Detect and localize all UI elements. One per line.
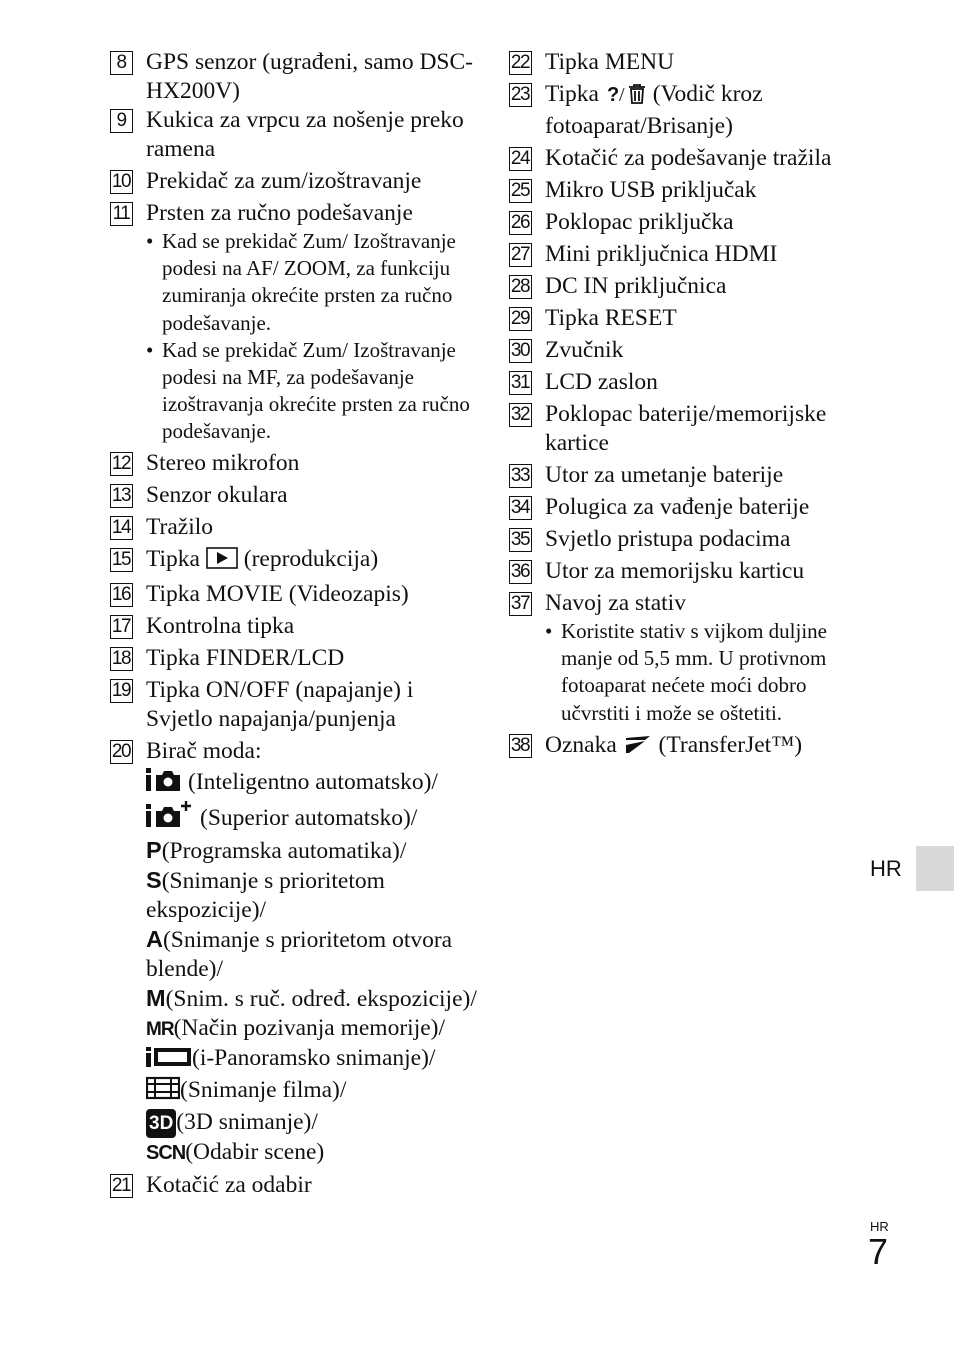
list-item: [509, 493, 879, 522]
item-number: 22: [509, 51, 532, 75]
item-number: 23: [509, 83, 532, 107]
panorama-icon: [146, 1044, 192, 1076]
item-number: 30: [509, 339, 532, 363]
note-text: Koristite stativ s vijkom duljine manje od 5,5 mm. U protivnom fotoaparat nećete moći dobro učvrstiti i može se oštetiti.: [561, 619, 827, 725]
mode-label: (Inteligentno automatsko)/: [188, 768, 438, 795]
item-number: 11: [110, 202, 133, 226]
item-text: Zvučnik: [545, 337, 624, 363]
list-item: [110, 449, 480, 478]
item-number: 13: [110, 484, 133, 508]
item-text-before: Tipka: [146, 545, 200, 572]
item-number: 25: [509, 179, 532, 203]
mode-item: [146, 836, 480, 866]
3d-shooting-icon: 3D: [146, 1109, 176, 1138]
mode-item: [146, 800, 480, 836]
item-number: 20: [110, 740, 133, 764]
item-text: Utor za umetanje baterije: [545, 462, 784, 488]
mode-item: [146, 1076, 480, 1108]
item-text: Tipka MENU: [545, 49, 675, 75]
item-text: Tipka FINDER/LCD: [146, 644, 345, 671]
list-item: [509, 208, 879, 237]
note-text: Kad se prekidač Zum/ Izoštravanje podesi na MF, za podešavanje izoštravanja okrećite prsten za ručno podešavanje.: [162, 337, 470, 444]
mode-label: (Odabir scene): [185, 1138, 325, 1165]
list-item: [509, 461, 879, 490]
item-text-before: Tipka: [545, 81, 599, 107]
mode-label: (3D snimanje)/: [176, 1108, 318, 1135]
transferjet-icon: [623, 733, 653, 763]
list-item: [110, 167, 480, 196]
item-text: Poklopac baterije/memorijske kartice: [545, 401, 827, 456]
item-text: Senzor okulara: [146, 481, 288, 508]
right-column: [509, 48, 879, 763]
mode-item: [146, 1014, 480, 1044]
item-text: Stereo mikrofon: [146, 449, 300, 476]
list-item: [110, 513, 480, 542]
list-item: [509, 400, 879, 458]
item-number: 31: [509, 371, 532, 395]
page-language: HR: [870, 1219, 889, 1234]
item-number: 10: [110, 170, 133, 194]
list-item: [110, 545, 480, 577]
help-delete-icon: [605, 82, 647, 112]
shutter-priority-icon: S: [146, 866, 162, 893]
mode-list: [146, 766, 480, 1168]
bullet: •: [545, 619, 553, 643]
list-item: [110, 676, 480, 734]
note: [146, 228, 480, 337]
note-text: Kad se prekidač Zum/ Izoštravanje podesi na AF/ ZOOM, za funkciju zumiranja okrećite prsten za ručno podešavanje.: [162, 229, 456, 335]
item-number: 9: [110, 109, 133, 133]
list-item: [110, 106, 480, 164]
item-number: 8: [110, 51, 133, 75]
left-column: [110, 48, 480, 1200]
item-text: Kotačić za podešavanje tražila: [545, 145, 832, 171]
language-tab: [916, 846, 954, 891]
list-item: [509, 144, 879, 173]
list-item: [110, 737, 480, 1168]
intelligent-auto-icon: [146, 766, 188, 800]
item-text: Prsten za ručno podešavanje: [146, 200, 413, 226]
item-number: 33: [509, 464, 532, 488]
item-number: 14: [110, 516, 133, 540]
item-text: Birač moda:: [146, 737, 262, 764]
item-text: LCD zaslon: [545, 369, 658, 395]
item-text: Tipka RESET: [545, 305, 677, 331]
list-item: [110, 1171, 480, 1200]
item-number: 27: [509, 243, 532, 267]
item-number: 16: [110, 583, 133, 607]
item-text: Kontrolna tipka: [146, 612, 295, 639]
item-number: 29: [509, 307, 532, 331]
list-item: [509, 557, 879, 586]
language-tab-label: HR: [870, 856, 902, 881]
list-item: [110, 199, 480, 446]
item-text: Kotačić za odabir: [146, 1171, 312, 1198]
item-number: 15: [110, 548, 133, 572]
note: [146, 337, 480, 446]
mode-item: [146, 1044, 480, 1076]
superior-auto-icon: [146, 800, 200, 836]
list-item: [509, 176, 879, 205]
program-auto-icon: P: [146, 836, 162, 863]
mode-label: (i-Panoramsko snimanje)/: [192, 1044, 436, 1071]
bullet: •: [146, 229, 154, 253]
item-text-after: (Vodič kroz fotoaparat/Brisanje): [545, 81, 763, 139]
item-text: Prekidač za zum/izoštravanje: [146, 168, 422, 194]
list-item: [509, 525, 879, 554]
mode-item: [146, 1108, 480, 1138]
memory-recall-icon: MR: [146, 1018, 174, 1040]
item-number: 26: [509, 211, 532, 235]
list-item: [110, 644, 480, 673]
note: [545, 618, 879, 727]
item-text: Utor za memorijsku karticu: [545, 558, 805, 584]
mode-label: (Snim. s ruč. određ. ekspozicije)/: [165, 985, 477, 1012]
item-number: 21: [110, 1174, 133, 1198]
movie-icon: [146, 1076, 180, 1108]
item-text: Polugica za vađenje baterije: [545, 494, 810, 520]
item-number: 18: [110, 647, 133, 671]
scene-selection-icon: SCN: [146, 1141, 186, 1164]
list-item: [509, 80, 879, 141]
item-text: Mini priključnica HDMI: [545, 241, 778, 267]
list-item: [110, 580, 480, 609]
item-text: Tipka MOVIE (Videozapis): [146, 580, 409, 607]
item-text: Poklopac priključka: [545, 209, 734, 235]
item-number: 28: [509, 275, 532, 299]
mode-item: [146, 766, 480, 800]
mode-label: (Način pozivanja memorije)/: [173, 1014, 446, 1041]
item-number: 34: [509, 496, 532, 520]
item-number: 36: [509, 560, 532, 584]
bullet: •: [146, 337, 154, 362]
list-item: [509, 368, 879, 397]
list-item: [509, 240, 879, 269]
list-item: [509, 589, 879, 727]
item-text: Tipka ON/OFF (napajanje) i Svjetlo napajanja/punjenja: [146, 676, 414, 732]
mode-item: [146, 984, 480, 1014]
item-text: DC IN priključnica: [545, 273, 727, 299]
list-item: [509, 731, 879, 763]
item-number: 32: [509, 403, 532, 427]
item-text-after: (TransferJet™): [658, 731, 803, 758]
item-text: Tražilo: [146, 513, 214, 540]
page-number: 7: [868, 1231, 889, 1272]
item-number: 35: [509, 528, 532, 552]
mode-label: (Superior automatsko)/: [200, 804, 418, 831]
item-number: 12: [110, 452, 133, 476]
list-item: [509, 272, 879, 301]
item-text: Svjetlo pristupa podacima: [545, 526, 791, 552]
mode-label: (Snimanje s prioritetom otvora blende)/: [146, 926, 453, 982]
mode-label: (Snimanje s prioritetom ekspozicije)/: [146, 867, 385, 923]
item-number: 24: [509, 147, 532, 171]
item-number: 17: [110, 615, 133, 639]
item-text: Mikro USB priključak: [545, 177, 757, 203]
svg-text:/: /: [618, 84, 625, 104]
list-item: [110, 48, 480, 106]
manual-exposure-icon: M: [146, 984, 166, 1011]
item-number: 37: [509, 592, 532, 616]
list-item: [110, 612, 480, 641]
mode-label: (Programska automatika)/: [161, 837, 407, 864]
mode-item: [146, 925, 480, 984]
list-item: [509, 336, 879, 365]
list-item: [110, 481, 480, 510]
item-text: Navoj za stativ: [545, 590, 686, 616]
svg-text:?: ?: [606, 84, 620, 104]
list-item: [509, 304, 879, 333]
mode-label: (Snimanje filma)/: [180, 1076, 347, 1103]
item-text-after: (reprodukcija): [243, 545, 379, 572]
play-icon: [206, 547, 238, 577]
item-number: 38: [509, 734, 532, 758]
mode-item: [146, 866, 480, 925]
item-number: 19: [110, 679, 133, 703]
mode-item: [146, 1138, 480, 1168]
item-text: GPS senzor (ugrađeni, samo DSC-HX200V): [146, 49, 474, 104]
aperture-priority-icon: A: [146, 925, 163, 952]
item-text-before: Oznaka: [545, 731, 617, 758]
item-text: Kukica za vrpcu za nošenje preko ramena: [146, 107, 464, 162]
list-item: [509, 48, 879, 77]
